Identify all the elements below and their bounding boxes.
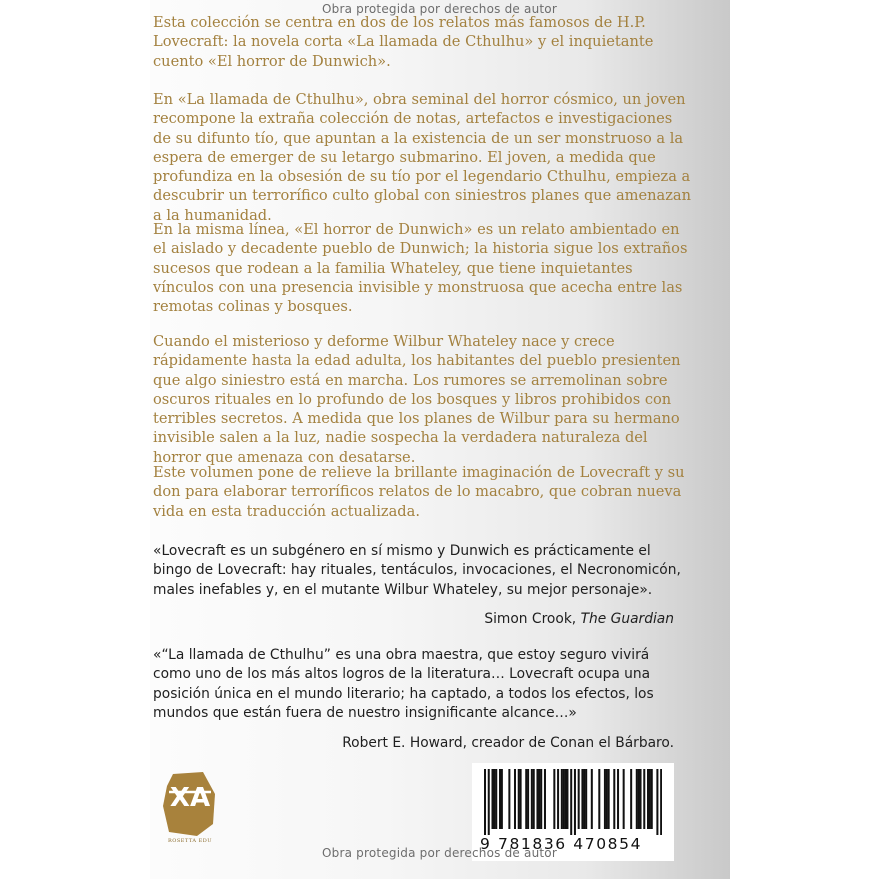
barcode-bar [563, 769, 565, 829]
blurb-paragraph-1: Esta colección se centra en dos de los relatos más famosos de H.P. Lovecraft: la novela corta «La llamada de Cthulhu» y el inquietante cuento «El horror de Dunwich». [153, 14, 654, 70]
barcode-bar [623, 769, 625, 829]
copyright-watermark-top: Obra protegida por derechos de autor [322, 2, 557, 16]
barcode-bar [570, 769, 572, 835]
barcode-bar [544, 769, 546, 829]
barcode-bar [630, 769, 632, 829]
blurb-paragraph-3: En la misma línea, «El horror de Dunwich» es un relato ambientado en el aislado y decadente pueblo de Dunwich; la historia sigue los extraños sucesos que rodean a la familia Whateley, que tiene inquietantes vínculos con una presencia invisible y monstruosa que acecha entre las remotas colinas y bosques. [153, 221, 688, 316]
barcode-bar [518, 769, 520, 829]
barcode-bar [540, 769, 542, 829]
barcode-bar [501, 769, 503, 829]
barcode-bar [538, 769, 540, 829]
barcode-bar [660, 769, 662, 835]
barcode-bar [484, 769, 486, 835]
copyright-watermark-bottom: Obra protegida por derechos de autor [322, 846, 557, 860]
barcode-bar [643, 769, 645, 829]
blurb-paragraph-5: Este volumen pone de relieve la brillante imaginación de Lovecraft y su don para elaborar terroríficos relatos de lo macabro, que cobran nueva vida en esta traducción actualizada. [153, 464, 685, 520]
barcode-bar [493, 769, 495, 829]
barcode-bar [636, 769, 638, 829]
barcode-bar [617, 769, 619, 829]
barcode-bar [598, 769, 600, 829]
barcode-bar [566, 769, 568, 829]
isbn-digits: 9 781836 470854 [480, 835, 643, 853]
logo-letters: XA [169, 783, 211, 813]
barcode-bar [508, 769, 510, 829]
barcode-bar [649, 769, 651, 829]
barcode-bar [488, 769, 490, 835]
barcode-bar [553, 769, 555, 829]
barcode-bar [531, 769, 533, 829]
barcode-bar [525, 769, 527, 829]
barcode-bar [651, 769, 653, 829]
barcode-bar [565, 769, 567, 829]
blurb-paragraph-2: En «La llamada de Cthulhu», obra seminal del horror cósmico, un joven recompone la extraña colección de notas, artefactos e investigaciones de su difunto tío, que apuntan a la existencia de un ser monstruoso a la espera de emerger de su letargo submarino. El joven, a medida que profundiza en la obsesión de su tío por el legendario Cthulhu, empieza a descubrir un terrorífico culto global con siniestros planes que amenazan a la humanidad. [153, 91, 692, 224]
barcode-bar [491, 769, 493, 829]
barcode-bar [557, 769, 559, 829]
barcode-bar [604, 769, 606, 829]
barcode-bar [527, 769, 529, 829]
attribution-author: Simon Crook, [484, 611, 577, 627]
barcode-bar [520, 769, 522, 829]
barcode-bar [533, 769, 535, 829]
barcode-bar [514, 769, 516, 829]
barcode-bar [640, 769, 642, 829]
barcode-bar [581, 769, 583, 829]
barcode-bar [585, 769, 587, 829]
review-quote-2: «“La llamada de Cthulhu” es una obra maestra, que estoy seguro vivirá como uno de los más altos logros de la literatura… Lovecraft ocupa una posición única en el mundo literario; ha captado, a todos los efectos, los mundos que están fuera de nuestro insignificante alcance…» [153, 647, 654, 722]
review-quote-1: «Lovecraft es un subgénero en sí mismo y Dunwich es prácticamente el bingo de Lovecraft: hay rituales, tentáculos, invocaciones, el Necronomicón, males inefables y, en el mutante Wilbur Whateley, su mejor personaje». [153, 543, 681, 598]
barcode-bar [499, 769, 501, 829]
blurb-paragraph-4: Cuando el misterioso y deforme Wilbur Whateley nace y crece rápidamente hasta la edad adulta, los habitantes del pueblo presienten que algo siniestro está en marcha. Los rumores se arremolinan sobre oscuros rituales en lo profundo de los bosques y libros prohibidos con terribles secretos. A medida que los planes de Wilbur para su hermano invisible salen a la luz, nadie sospecha la verdadera naturaleza del horror que amenaza con desatarse. [153, 333, 681, 466]
barcode-bar [638, 769, 640, 829]
review-attribution-1 [484, 611, 674, 627]
barcode-bars [484, 769, 662, 835]
barcode-bar [495, 769, 497, 829]
barcode-bar [591, 769, 593, 829]
review-attribution-2: Robert E. Howard, creador de Conan el Bárbaro. [342, 735, 674, 751]
barcode-bar [606, 769, 608, 829]
barcode-bar [608, 769, 610, 829]
barcode-bar [536, 769, 538, 829]
barcode-bar [578, 769, 580, 829]
barcode-bar [574, 769, 576, 835]
barcode-bar [561, 769, 563, 829]
barcode-bar [656, 769, 658, 835]
publisher-logo [163, 772, 217, 836]
publisher-name: ROSETTA EDU [167, 838, 212, 844]
attribution-source: The Guardian [580, 611, 674, 627]
barcode-bar [647, 769, 649, 829]
barcode-bar [583, 769, 585, 829]
barcode-bar [613, 769, 615, 829]
